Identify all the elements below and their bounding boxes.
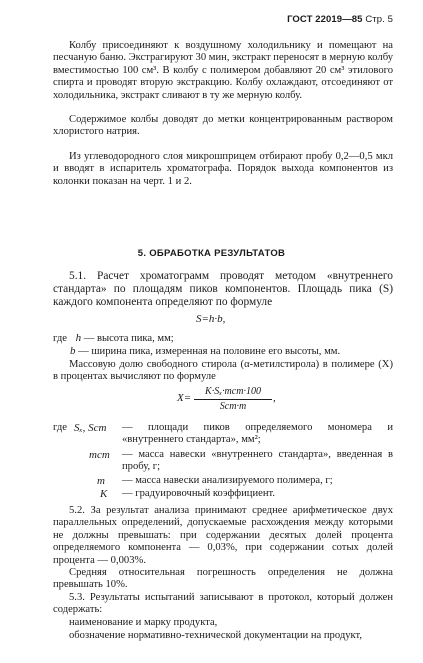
symbol-m: m [97, 475, 105, 487]
definition-areas-text: — площади пиков определяемого мономера и «внутреннего стандарта», мм²; [122, 422, 393, 446]
paragraph-mass-fraction: Массовую долю свободного стирола (α-метилстирола) в полимере (X) в процентах вычисляют по формуле [53, 359, 393, 383]
paragraph-extraction: Колбу присоединяют к воздушному холодильнику и помещают на песчаную баню. Экстрагируют 30 мин, экстракт переносят в мерную колбу вместимостью 100 см³. В колбу с полимером добавляют 20 см³ этилового спирта и проводят вторую экстракцию. Колбу охлаждают, отсоединяют от холодильника, экстракт сливают в ту же мерную колбу. [53, 40, 393, 101]
paragraph-5-2: 5.2. За результат анализа принимают среднее арифметическое двух параллельных определений, допускаемые расхождения между которыми не должны превышать: при содержании десятых долей процента определяемого компонента — 0,03%, при содержании сотых долей процента — 0,003%. [53, 505, 393, 566]
formula-tail: , [273, 392, 276, 404]
symbol-h: h [75, 332, 82, 344]
definition-h [53, 332, 393, 345]
symbol-b: b [70, 345, 76, 357]
symbol-areas: Sₓ, Sст [74, 422, 107, 434]
standard-number: ГОСТ 22019—85 [287, 14, 363, 25]
definition-m-text: — масса навески анализируемого полимера, г; [122, 475, 333, 486]
paragraph-5-1: 5.1. Расчет хроматограмм проводят методом «внутреннего стандарта» по площадям пиков компонентов. Площадь пика (S) каждого компонента определяют по формуле [53, 270, 393, 308]
paragraph-normative-doc: обозначение нормативно-технической документации на продукт, [69, 630, 363, 641]
fraction-line [194, 399, 272, 400]
formula-peak-area: S=h·b, [196, 313, 226, 325]
paragraph-5-3: 5.3. Результаты испытаний записывают в протокол, который должен содержать: [53, 592, 393, 616]
definition-b-text: — ширина пика, измеренная на половине его высоты, мм. [78, 346, 341, 357]
definition-prefix: где [53, 333, 67, 344]
formula-lhs: X= [177, 392, 192, 404]
section-title: 5. ОБРАБОТКА РЕЗУЛЬТАТОВ [137, 248, 286, 259]
page-header [287, 14, 393, 25]
symbol-mst: mст [89, 449, 110, 461]
symbol-k: K [100, 488, 108, 500]
paragraph-sample: Из углеводородного слоя микрошприцем отбирают пробу 0,2—0,5 мкл и вводят в испаритель хроматографа. Порядок выхода компонентов из колонки показан на черт. 1 и 2. [53, 151, 393, 187]
paragraph-product-name: наименование и марку продукта, [69, 617, 218, 628]
definition-prefix-2: где [53, 422, 67, 433]
definition-b [70, 345, 393, 358]
definition-h-text: — высота пика, мм; [83, 333, 174, 344]
definition-k-text: — градуировочный коэффициент. [122, 488, 275, 499]
paragraph-flask: Содержимое колбы доводят до метки концентрированным раствором хлористого натрия. [53, 114, 393, 138]
paragraph-error: Средняя относительная погрешность определения не должна превышать 10%. [53, 567, 393, 591]
page-number: Стр. 5 [365, 14, 393, 25]
definition-mst-text: — масса навески «внутреннего стандарта», введенная в пробу, г; [122, 449, 393, 473]
formula-denominator: Sст·m [219, 401, 247, 412]
formula-numerator: K·Sₓ·mст·100 [205, 386, 261, 397]
